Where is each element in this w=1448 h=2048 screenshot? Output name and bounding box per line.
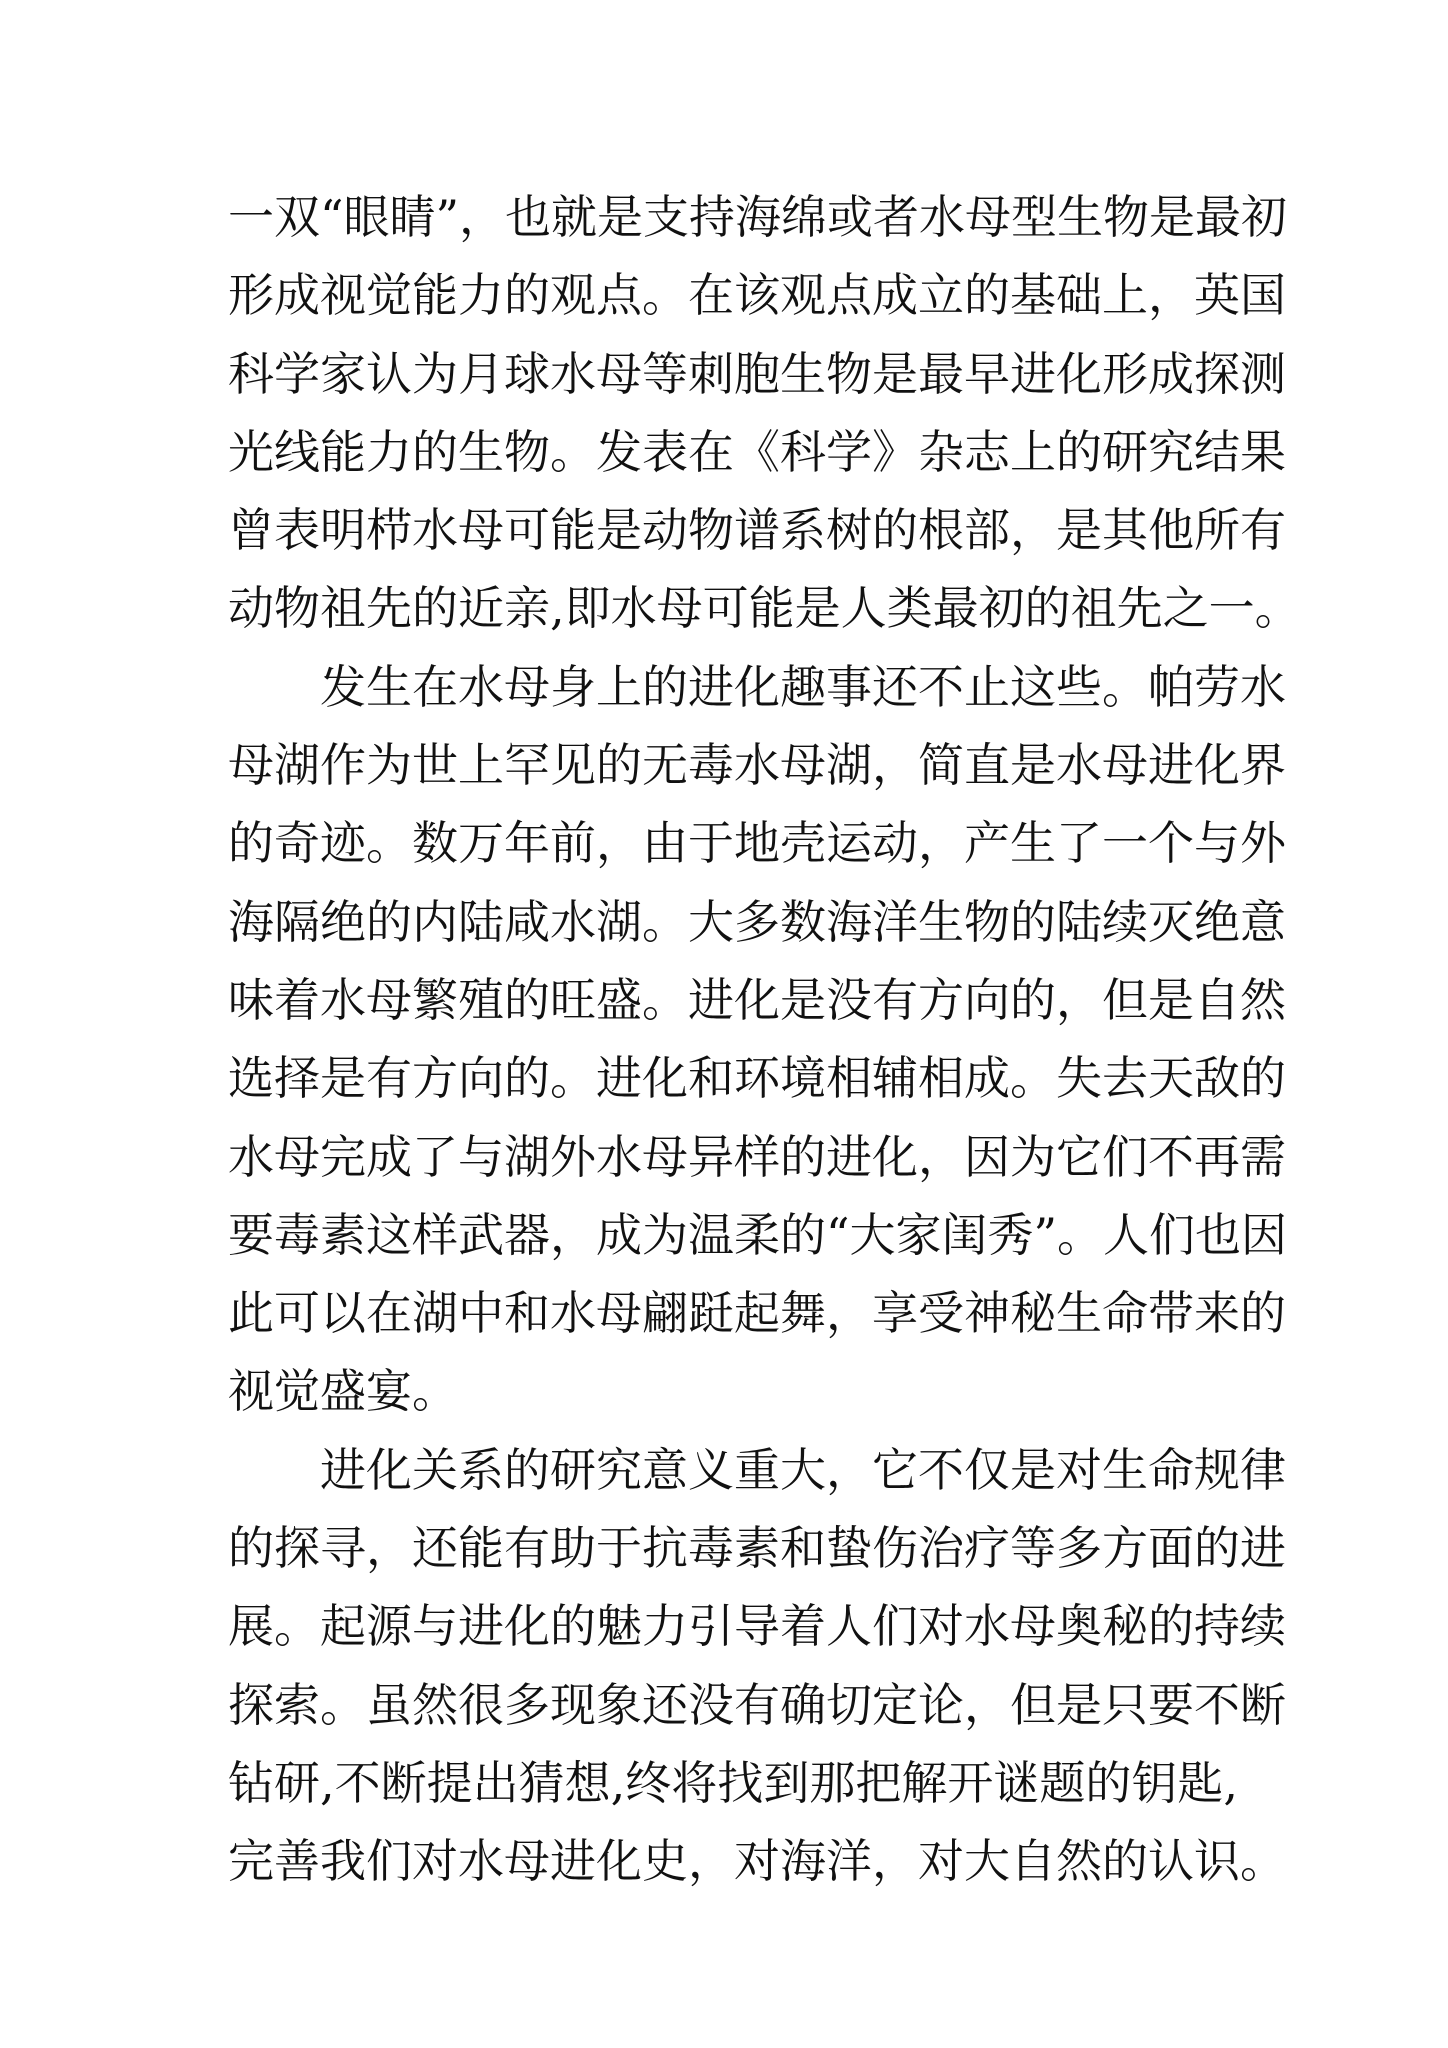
paragraph-3-line: 的探寻，还能有助于抗毒素和蛰伤治疗等多方面的进 — [228, 1521, 1286, 1576]
paragraph-3-line: 进化关系的研究意义重大，它不仅是对生命规律 — [320, 1442, 1286, 1497]
paragraph-2-line: 视觉盛宴。 — [228, 1364, 458, 1419]
paragraph-2-line: 水母完成了与湖外水母异样的进化，因为它们不再需 — [228, 1129, 1286, 1184]
paragraph-2-line: 要毒素这样武器，成为温柔的“大家闺秀”。人们也因 — [228, 1207, 1288, 1262]
paragraph-2-line: 发生在水母身上的进化趣事还不止这些。帕劳水 — [320, 659, 1286, 714]
paragraph-2-line: 母湖作为世上罕见的无毒水母湖，简直是水母进化界 — [228, 738, 1286, 793]
paragraph-3-line: 完善我们对水母进化史，对海洋，对大自然的认识。 — [228, 1834, 1286, 1889]
paragraph-1-line: 动物祖先的近亲,即水母可能是人类最初的祖先之一。 — [228, 581, 1301, 636]
paragraph-2-line: 味着水母繁殖的旺盛。进化是没有方向的，但是自然 — [228, 972, 1286, 1027]
paragraph-2-line: 选择是有方向的。进化和环境相辅相成。失去天敌的 — [228, 1051, 1286, 1106]
paragraph-3-line: 钻研,不断提出猜想,终将找到那把解开谜题的钥匙, — [228, 1755, 1238, 1810]
paragraph-1-line: 科学家认为月球水母等刺胞生物是最早进化形成探测 — [228, 346, 1286, 401]
paragraph-2-line: 此可以在湖中和水母翩跹起舞，享受神秘生命带来的 — [228, 1286, 1286, 1341]
paragraph-1-line: 形成视觉能力的观点。在该观点成立的基础上，英国 — [228, 268, 1286, 323]
paragraph-3-line: 探索。虽然很多现象还没有确切定论，但是只要不断 — [228, 1677, 1286, 1732]
body-text — [228, 178, 1301, 1901]
paragraph-3-line: 展。起源与进化的魅力引导着人们对水母奥秘的持续 — [228, 1599, 1286, 1654]
paragraph-2-line: 的奇迹。数万年前，由于地壳运动，产生了一个与外 — [228, 816, 1286, 871]
paragraph-1-line: 光线能力的生物。发表在《科学》杂志上的研究结果 — [228, 424, 1286, 479]
paragraph-1-line: 一双“眼睛”，也就是支持海绵或者水母型生物是最初 — [228, 190, 1288, 244]
paragraph-2-line: 海隔绝的内陆咸水湖。大多数海洋生物的陆续灭绝意 — [228, 894, 1286, 949]
paragraph-1-line: 曾表明栉水母可能是动物谱系树的根部，是其他所有 — [228, 503, 1286, 558]
